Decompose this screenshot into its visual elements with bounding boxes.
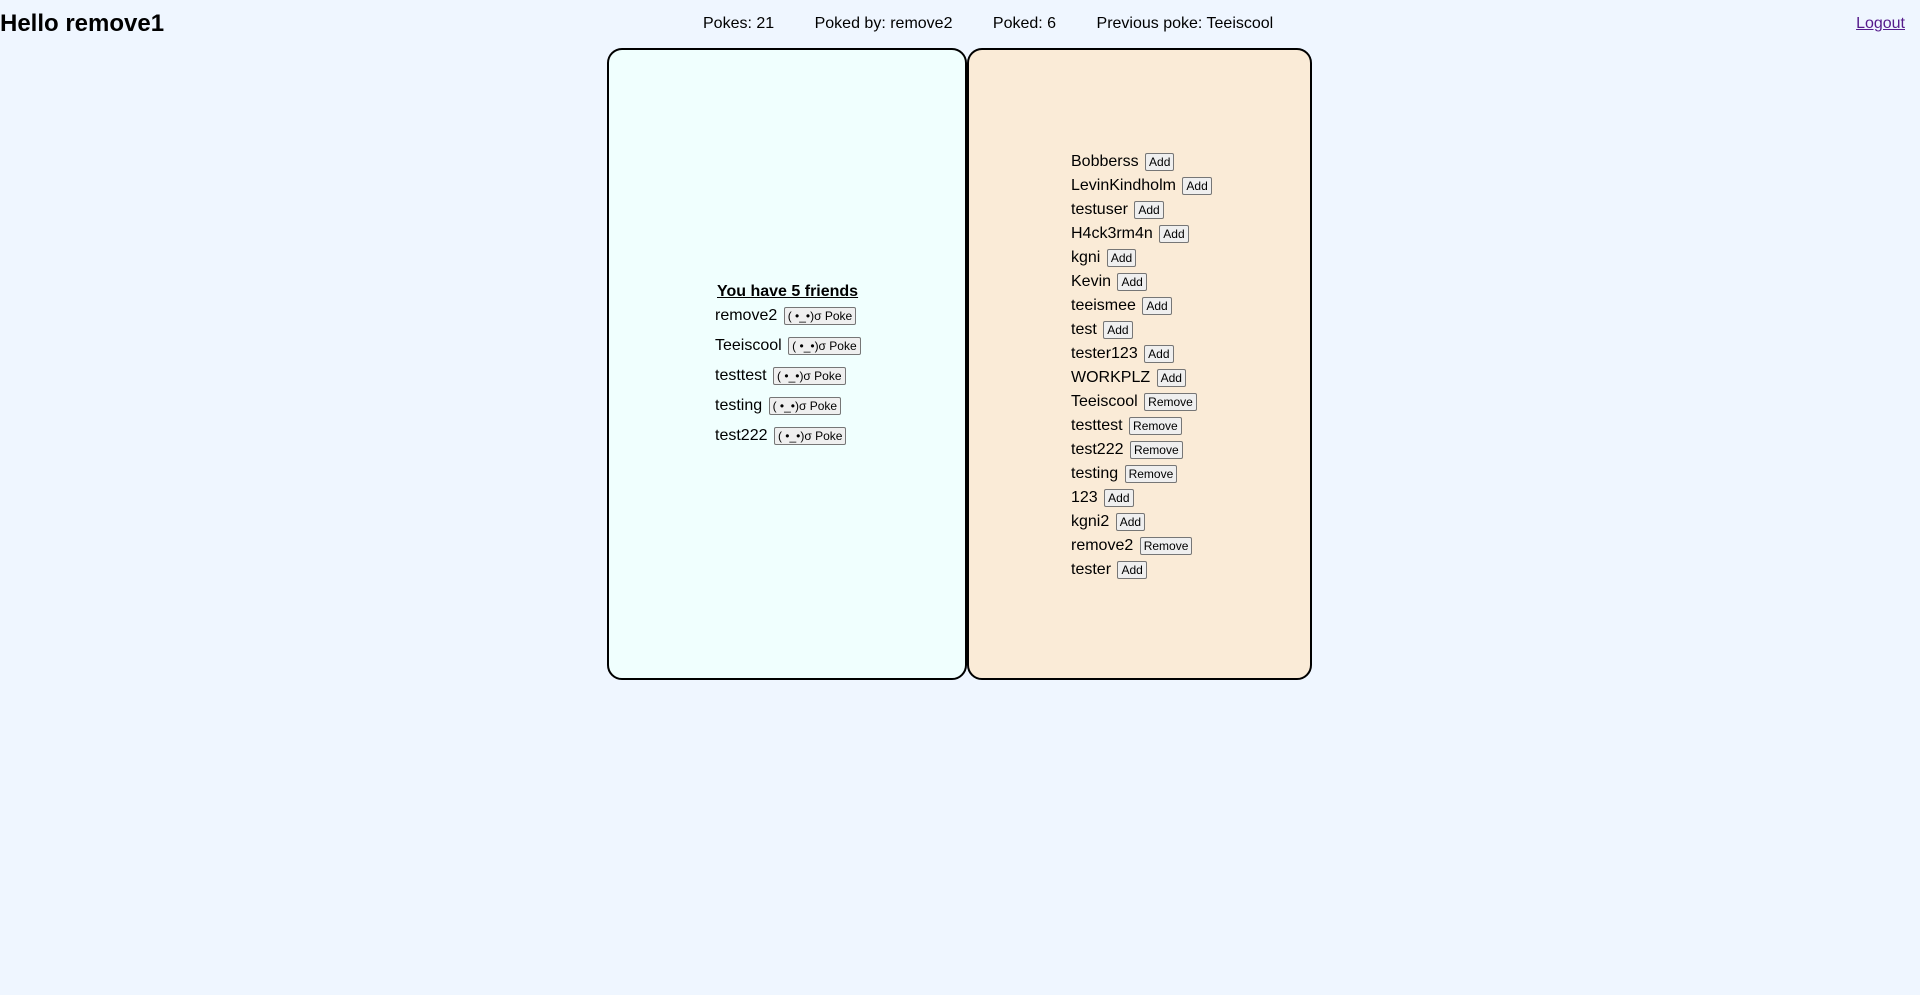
friend-name: test222 [715,427,768,444]
friends-panel [607,48,967,680]
user-name: kgni2 [1071,513,1110,530]
user-name: H4ck3rm4n [1071,225,1153,242]
add-friend-button[interactable]: Add [1182,177,1211,195]
poked-by: Poked by: remove2 [814,15,953,32]
add-friend-button[interactable]: Add [1134,201,1163,219]
poke-button[interactable]: ( •_•)σ Poke [773,367,846,385]
remove-friend-button[interactable]: Remove [1144,393,1197,411]
user-row [1071,536,1212,560]
friend-row [715,306,861,336]
user-row [1071,512,1212,536]
add-friend-button[interactable]: Add [1144,345,1173,363]
friend-name: Teeiscool [715,337,782,354]
remove-friend-button[interactable]: Remove [1125,465,1178,483]
add-friend-button[interactable]: Add [1104,489,1133,507]
poked-count: Poked: 6 [992,15,1057,32]
poke-button[interactable]: ( •_•)σ Poke [769,397,842,415]
friends-list [715,282,861,456]
add-friend-button[interactable]: Add [1107,249,1136,267]
remove-friend-button[interactable]: Remove [1130,441,1183,459]
user-name: tester123 [1071,345,1138,362]
remove-friend-button[interactable]: Remove [1140,537,1193,555]
user-row [1071,440,1212,464]
add-friend-button[interactable]: Add [1142,297,1171,315]
user-row [1071,560,1212,584]
user-name: testtest [1071,417,1123,434]
friend-name: testtest [715,367,767,384]
users-panel [967,48,1312,680]
add-friend-button[interactable]: Add [1117,273,1146,291]
poke-button[interactable]: ( •_•)σ Poke [774,427,847,445]
user-row [1071,344,1212,368]
users-list [1071,152,1212,584]
friend-row [715,366,861,396]
user-name: Kevin [1071,273,1112,290]
user-name: 123 [1071,489,1098,506]
user-row [1071,248,1212,272]
friend-row [715,336,861,366]
friend-name: testing [715,397,763,414]
user-name: remove2 [1071,537,1134,554]
friend-row [715,426,861,456]
user-row [1071,152,1212,176]
user-name: testuser [1071,201,1128,218]
add-friend-button[interactable]: Add [1159,225,1188,243]
user-row [1071,464,1212,488]
user-row [1071,320,1212,344]
user-name: test222 [1071,441,1124,458]
header-bar [0,0,1920,48]
user-name: LevinKindholm [1071,177,1176,194]
poke-button[interactable]: ( •_•)σ Poke [784,307,857,325]
user-name: testing [1071,465,1119,482]
user-name: kgni [1071,249,1101,266]
friend-row [715,396,861,426]
poke-button[interactable]: ( •_•)σ Poke [788,337,861,355]
poke-stats [703,15,1273,33]
previous-poke: Previous poke: Teeiscool [1096,15,1274,32]
logout-link[interactable]: Logout [1856,15,1905,32]
user-name: tester [1071,561,1112,578]
add-friend-button[interactable]: Add [1103,321,1132,339]
friend-name: remove2 [715,307,778,324]
user-row [1071,200,1212,224]
add-friend-button[interactable]: Add [1117,561,1146,579]
add-friend-button[interactable]: Add [1116,513,1145,531]
greeting-heading: Hello remove1 [0,10,165,37]
user-row [1071,368,1212,392]
user-row [1071,488,1212,512]
add-friend-button[interactable]: Add [1145,153,1174,171]
add-friend-button[interactable]: Add [1157,369,1186,387]
user-row [1071,224,1212,248]
user-row [1071,272,1212,296]
user-name: Bobberss [1071,153,1139,170]
user-name: WORKPLZ [1071,369,1151,386]
user-row [1071,392,1212,416]
friends-count-title: You have 5 friends [717,283,859,300]
remove-friend-button[interactable]: Remove [1129,417,1182,435]
user-row [1071,416,1212,440]
pokes-count: Pokes: 21 [703,15,775,32]
user-name: Teeiscool [1071,393,1138,410]
user-row [1071,296,1212,320]
user-row [1071,176,1212,200]
user-name: test [1071,321,1097,338]
user-name: teeismee [1071,297,1136,314]
